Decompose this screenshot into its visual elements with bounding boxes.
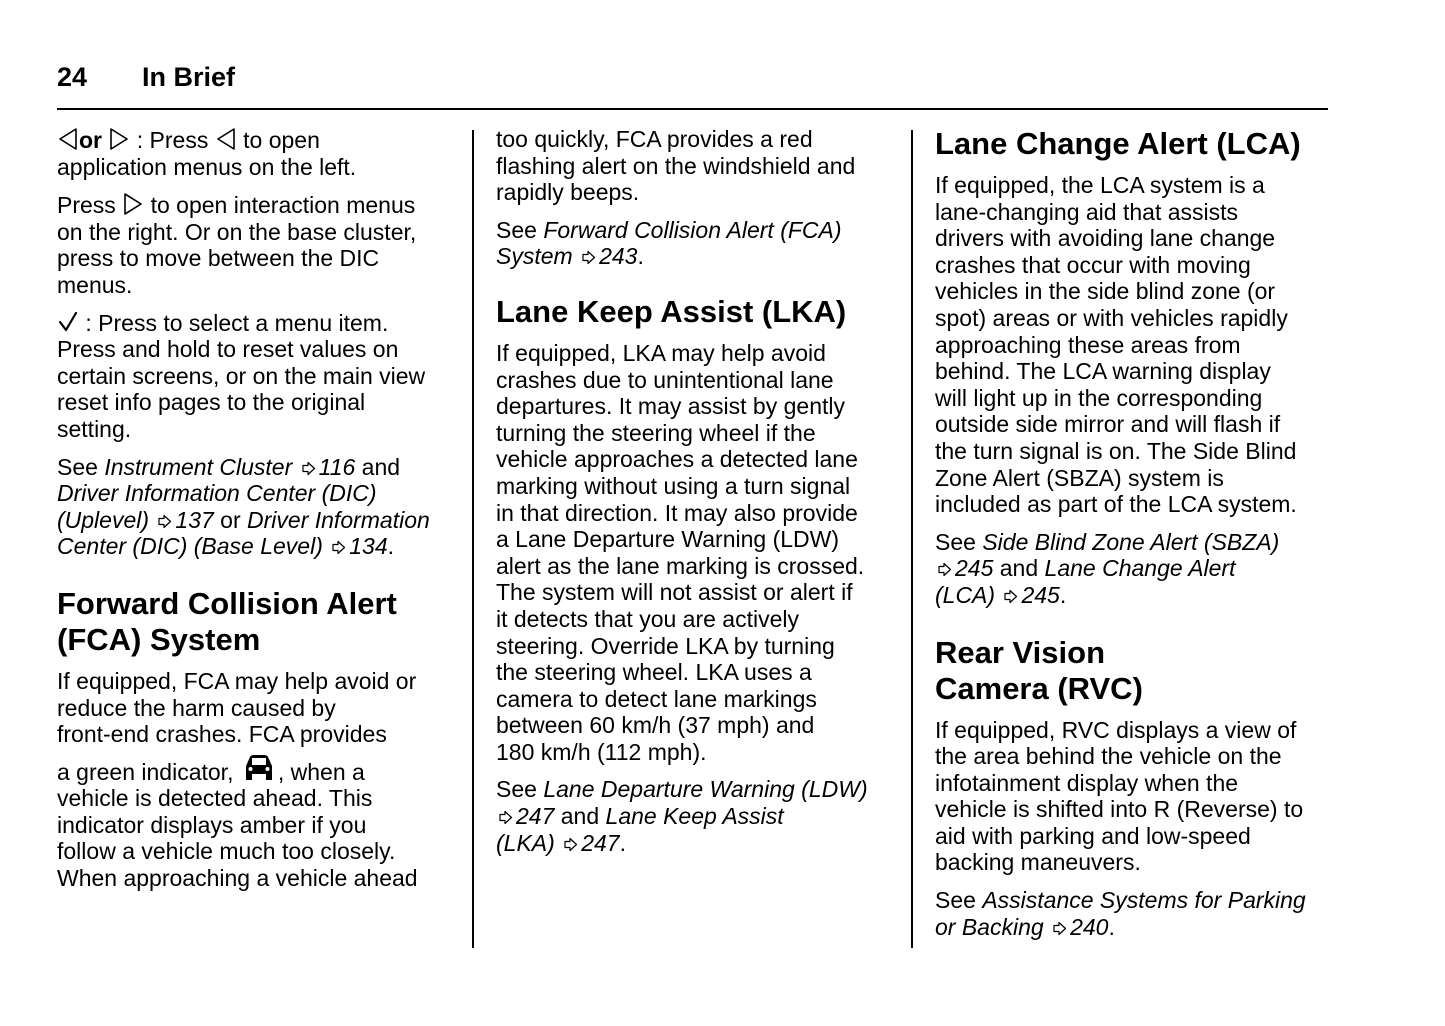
cross-reference[interactable]: Instrument Cluster <box>104 453 293 480</box>
rvc-paragraph <box>935 717 1330 877</box>
text-line: will light up in the corresponding <box>935 384 1263 411</box>
text-span: . <box>387 533 395 560</box>
right-triangle-icon <box>108 126 130 152</box>
text-line: between 60 km/h (37 mph) and <box>496 712 815 739</box>
text-line: If equipped, FCA may help avoid or <box>57 667 417 694</box>
text-line: lane-changing aid that assists <box>935 198 1239 225</box>
page-number: 24 <box>57 62 88 92</box>
text-line: vehicle is shifted into R (Reverse) to <box>935 796 1304 823</box>
page-reference[interactable]: 245 <box>1021 581 1060 608</box>
text-span: See <box>935 887 983 914</box>
text-span: . <box>619 829 626 856</box>
column-2 <box>496 126 896 867</box>
page-reference-arrow-icon <box>301 461 316 476</box>
page-reference-arrow-icon <box>1052 921 1067 936</box>
cross-reference[interactable]: Forward Collision Alert (FCA) <box>543 216 842 243</box>
cross-reference[interactable]: Side Blind Zone Alert (SBZA) <box>982 528 1280 555</box>
text-line: vehicle is detected ahead. This <box>57 785 373 812</box>
heading-line: Forward Collision Alert <box>57 585 397 621</box>
text-line: in that direction. It may also provide <box>496 499 858 526</box>
page-reference[interactable]: 247 <box>581 829 620 856</box>
text-span: to open interaction menus <box>144 192 416 219</box>
text-span: . <box>1108 913 1115 940</box>
cross-reference[interactable]: Driver Information <box>247 506 430 533</box>
select-paragraph <box>57 310 457 443</box>
checkmark-icon <box>57 310 79 334</box>
page-reference[interactable]: 245 <box>955 555 994 582</box>
text-line: a Lane Departure Warning (LDW) <box>496 526 840 553</box>
text-line: rapidly beeps. <box>496 179 640 206</box>
cross-reference[interactable]: Driver Information Center (DIC) <box>57 480 377 507</box>
text-line: too quickly, FCA provides a red <box>496 126 813 152</box>
text-line: If equipped, LKA may help avoid <box>496 339 826 366</box>
text-line: on the right. Or on the base cluster, <box>57 218 417 245</box>
left-triangle-icon <box>215 126 237 152</box>
rvc-heading <box>935 635 1330 707</box>
text-span: and <box>355 453 401 480</box>
text-span: See <box>57 453 105 480</box>
text-line: follow a vehicle much too closely. <box>57 838 396 865</box>
text-line: crashes that occur with moving <box>935 251 1251 278</box>
fca-heading <box>57 586 457 658</box>
text-span: and <box>993 555 1045 582</box>
page-reference[interactable]: 116 <box>318 453 356 480</box>
cross-reference[interactable]: (Uplevel) <box>57 506 150 533</box>
cross-reference[interactable]: System <box>496 243 573 270</box>
column-divider-1 <box>472 130 474 948</box>
text-span: , when a <box>277 758 365 785</box>
text-line: included as part of the LCA system. <box>935 491 1297 518</box>
page-reference-arrow-icon <box>157 514 172 529</box>
text-line: flashing alert on the windshield and <box>496 152 856 179</box>
fca-continued-paragraph <box>496 126 896 206</box>
text-line: crashes due to unintentional lane <box>496 366 834 393</box>
text-line: menus. <box>57 271 133 298</box>
page-reference-arrow-icon <box>498 810 513 825</box>
text-span: See <box>496 216 544 243</box>
text-line: certain screens, or on the main view <box>57 362 426 389</box>
text-line: Zone Alert (SBZA) system is <box>935 464 1224 491</box>
text-line: setting. <box>57 415 132 442</box>
text-line: vehicles in the side blind zone (or <box>935 278 1276 305</box>
cross-reference[interactable]: Lane Change Alert <box>1044 555 1236 582</box>
page-reference[interactable]: 137 <box>175 506 214 533</box>
cross-reference[interactable]: Center (DIC) (Base Level) <box>57 533 323 560</box>
text-line: press to move between the DIC <box>57 245 380 272</box>
lka-heading: Lane Keep Assist (LKA) <box>496 293 847 329</box>
text-line: the turn signal is on. The Side Blind <box>935 437 1297 464</box>
page-reference-arrow-icon <box>563 837 578 852</box>
see-sbza-lca-paragraph <box>935 529 1330 609</box>
page-reference[interactable]: 243 <box>599 243 638 270</box>
lca-paragraph <box>935 172 1330 518</box>
text-line: alert as the lane marking is crossed. <box>496 552 865 579</box>
text-line: application menus on the left. <box>57 153 357 180</box>
vehicle-ahead-icon <box>240 752 278 784</box>
text-line: Press and hold to reset values on <box>57 336 399 363</box>
or-label: or <box>79 127 102 153</box>
page-header <box>57 60 1328 110</box>
heading-line: Camera (RVC) <box>935 670 1143 706</box>
left-triangle-icon <box>57 126 79 152</box>
heading-line: (FCA) System <box>57 621 261 657</box>
cross-reference[interactable]: Lane Departure Warning (LDW) <box>543 776 868 803</box>
text-line: front-end crashes. FCA provides <box>57 721 387 748</box>
page-reference-arrow-icon <box>331 540 346 555</box>
column-1 <box>57 126 457 903</box>
cross-reference[interactable]: Assistance Systems for Parking <box>982 887 1306 914</box>
nav-text: : Press <box>130 127 215 153</box>
text-span: and <box>554 803 606 830</box>
text-line: camera to detect lane markings <box>496 685 817 712</box>
text-line: approaching these areas from <box>935 331 1241 358</box>
see-references-paragraph <box>57 454 457 560</box>
text-span: or <box>213 506 248 533</box>
text-line: indicator displays amber if you <box>57 811 367 838</box>
right-triangle-icon <box>122 191 144 217</box>
text-line: When approaching a vehicle ahead <box>57 865 418 892</box>
text-span: . <box>637 243 644 270</box>
nav-buttons-paragraph <box>57 126 457 180</box>
text-span: See <box>496 776 544 803</box>
section-title: In Brief <box>142 62 236 92</box>
text-span: a green indicator, <box>57 758 240 785</box>
text-line: spot) areas or with vehicles rapidly <box>935 304 1288 331</box>
fca-paragraph <box>57 668 457 892</box>
lca-heading: Lane Change Alert (LCA) <box>935 126 1301 161</box>
text-line: marking without using a turn signal <box>496 472 851 499</box>
text-line: drivers with avoiding lane change <box>935 225 1276 252</box>
page-reference[interactable]: 134 <box>349 533 388 560</box>
page-reference[interactable]: 247 <box>516 803 555 830</box>
heading-line: Rear Vision <box>935 634 1106 670</box>
column-divider-2 <box>911 130 913 948</box>
text-line: aid with parking and low-speed <box>935 822 1251 849</box>
page-reference-arrow-icon <box>581 250 596 265</box>
text-line: behind. The LCA warning display <box>935 358 1271 385</box>
text-line: The system will not assist or alert if <box>496 579 853 606</box>
nav-text: to open <box>236 127 320 153</box>
text-span: See <box>935 528 983 555</box>
text-line: turning the steering wheel if the <box>496 419 816 446</box>
see-parking-paragraph <box>935 887 1330 940</box>
text-line: If equipped, RVC displays a view of <box>935 716 1297 743</box>
see-fca-paragraph <box>496 217 896 270</box>
text-line: outside side mirror and will flash if <box>935 411 1281 438</box>
text-line: infotainment display when the <box>935 769 1239 796</box>
text-span: : Press to select a menu item. <box>79 309 389 336</box>
page-reference[interactable]: 240 <box>1070 913 1109 940</box>
cross-reference[interactable]: (LCA) <box>935 581 996 608</box>
press-right-paragraph <box>57 191 457 298</box>
see-ldw-lka-paragraph <box>496 776 896 856</box>
text-line: reset info pages to the original <box>57 389 366 416</box>
text-line: vehicle approaches a detected lane <box>496 446 858 473</box>
cross-reference[interactable]: Lane Keep Assist <box>605 803 784 830</box>
text-line: it detects that you are actively <box>496 605 799 632</box>
text-line: If equipped, the LCA system is a <box>935 172 1265 198</box>
text-line: steering. Override LKA by turning <box>496 632 835 659</box>
text-line: 180 km/h (112 mph). <box>496 738 707 765</box>
text-line: reduce the harm caused by <box>57 694 336 721</box>
cross-reference[interactable]: or Backing <box>935 913 1044 940</box>
cross-reference[interactable]: (LKA) <box>496 829 555 856</box>
text-line: the area behind the vehicle on the <box>935 743 1282 770</box>
text-span: Press <box>57 192 123 219</box>
text-line: backing maneuvers. <box>935 849 1141 876</box>
page-reference-arrow-icon <box>937 562 952 577</box>
lka-paragraph <box>496 340 896 766</box>
column-3 <box>935 126 1330 951</box>
text-line: departures. It may assist by gently <box>496 393 845 420</box>
text-line: the steering wheel. LKA uses a <box>496 659 812 686</box>
text-span: . <box>1059 581 1067 608</box>
page-reference-arrow-icon <box>1003 589 1018 604</box>
